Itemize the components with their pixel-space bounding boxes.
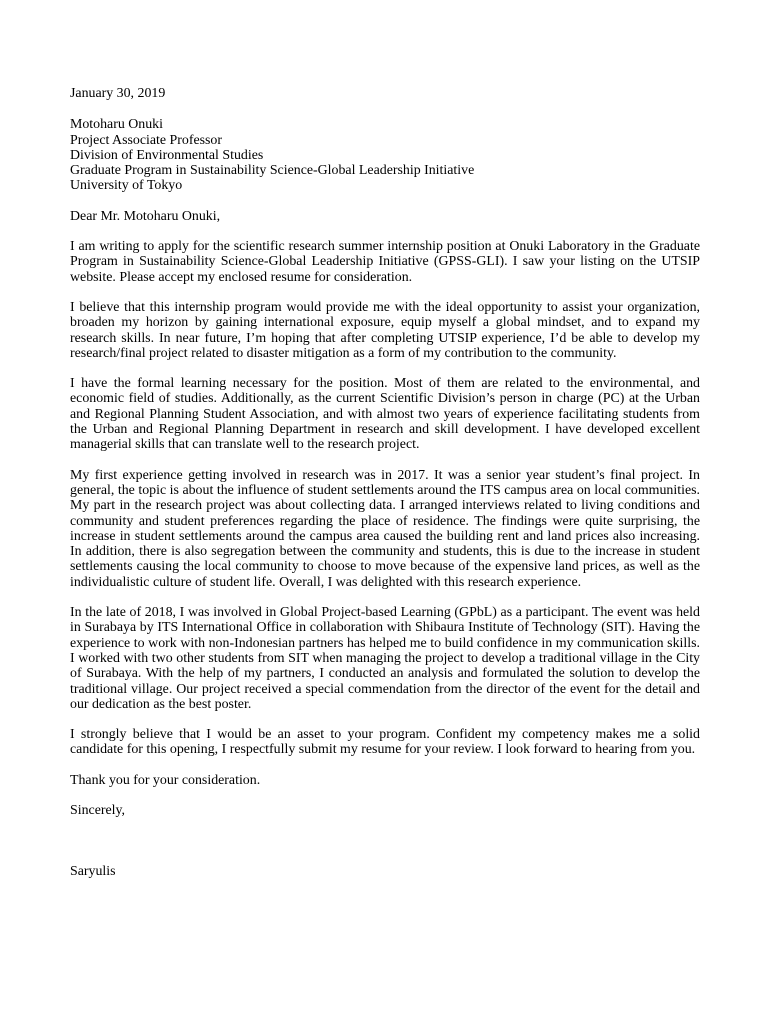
body-paragraph-motivation: I believe that this internship program would provide me with the ideal opportunity to assist your organization, broaden my horizon by gaining international exposure, equip myself a global mindset, and to expand my research skills. In near future, I’m hoping that after completing UTSIP experience, I’d be able to develop my research/final project related to disaster mitigation as a form of my contribution to the community. [70, 299, 700, 361]
recipient-university: University of Tokyo [70, 178, 183, 194]
cover-letter [70, 86, 700, 880]
signature-name: Saryulis [70, 864, 116, 880]
closing-line: Thank you for your consideration. [70, 772, 261, 788]
body-paragraph-intro: I am writing to apply for the scientific research summer internship position at Onuki Laboratory in the Graduate Program in Sustainability Science-Global Leadership Initiative (GPSS-GLI). I saw your listing on the UTSIP website. Please accept my enclosed resume for consideration. [70, 239, 700, 285]
recipient-division: Division of Environmental Studies [70, 147, 264, 163]
signoff: Sincerely, [70, 802, 126, 818]
recipient-block [70, 117, 700, 193]
body-paragraph-qualifications: I have the formal learning necessary for the position. Most of them are related to the environmental, and economic field of studies. Additionally, as the current Scientific Division’s person in charge (PC) at the Urban and Regional Planning Student Association, and with almost two years of experience facilitating students from the Urban and Regional Planning Department in research and skill development. I have developed excellent managerial skills that can translate well to the research project. [70, 376, 700, 453]
recipient-name: Motoharu Onuki [70, 117, 163, 133]
letter-date: January 30, 2019 [70, 86, 166, 101]
body-paragraph-research-experience: My first experience getting involved in research was in 2017. It was a senior year student’s final project. In general, the topic is about the influence of student settlements around the ITS campus area on local communities. My part in the research project was about collecting data. I arranged interviews related to living conditions and community and student preferences regarding the place of residence. The findings were quite surprising, the increase in student settlements around the campus area caused the building rent and land prices also increasing. In addition, there is also segregation between the community and students, this is due to the increase in student settlements causing the local community to choose to move because of the expensive land prices, as well as the individualistic culture of student life. Overall, I was delighted with this research experience. [70, 467, 700, 590]
body-paragraph-gpbl-experience: In the late of 2018, I was involved in Global Project-based Learning (GPbL) as a participant. The event was held in Surabaya by ITS International Office in collaboration with Shibaura Institute of Technology (SIT). Having the experience to work with non-Indonesian partners has helped me to build confidence in my communication skills. I worked with two other students from SIT when managing the project to develop a traditional village in the City of Surabaya. With the help of my partners, I conducted an analysis and formulated the solution to develop the traditional village. Our project received a special commendation from the director of the event for the detail and our dedication as the best poster. [70, 605, 700, 712]
salutation: Dear Mr. Motoharu Onuki, [70, 208, 221, 224]
recipient-title: Project Associate Professor [70, 132, 222, 148]
recipient-program: Graduate Program in Sustainability Science-Global Leadership Initiative [70, 163, 475, 179]
body-paragraph-conclusion: I strongly believe that I would be an asset to your program. Confident my competency makes me a solid candidate for this opening, I respectfully submit my resume for your review. I look forward to hearing from you. [70, 727, 700, 758]
